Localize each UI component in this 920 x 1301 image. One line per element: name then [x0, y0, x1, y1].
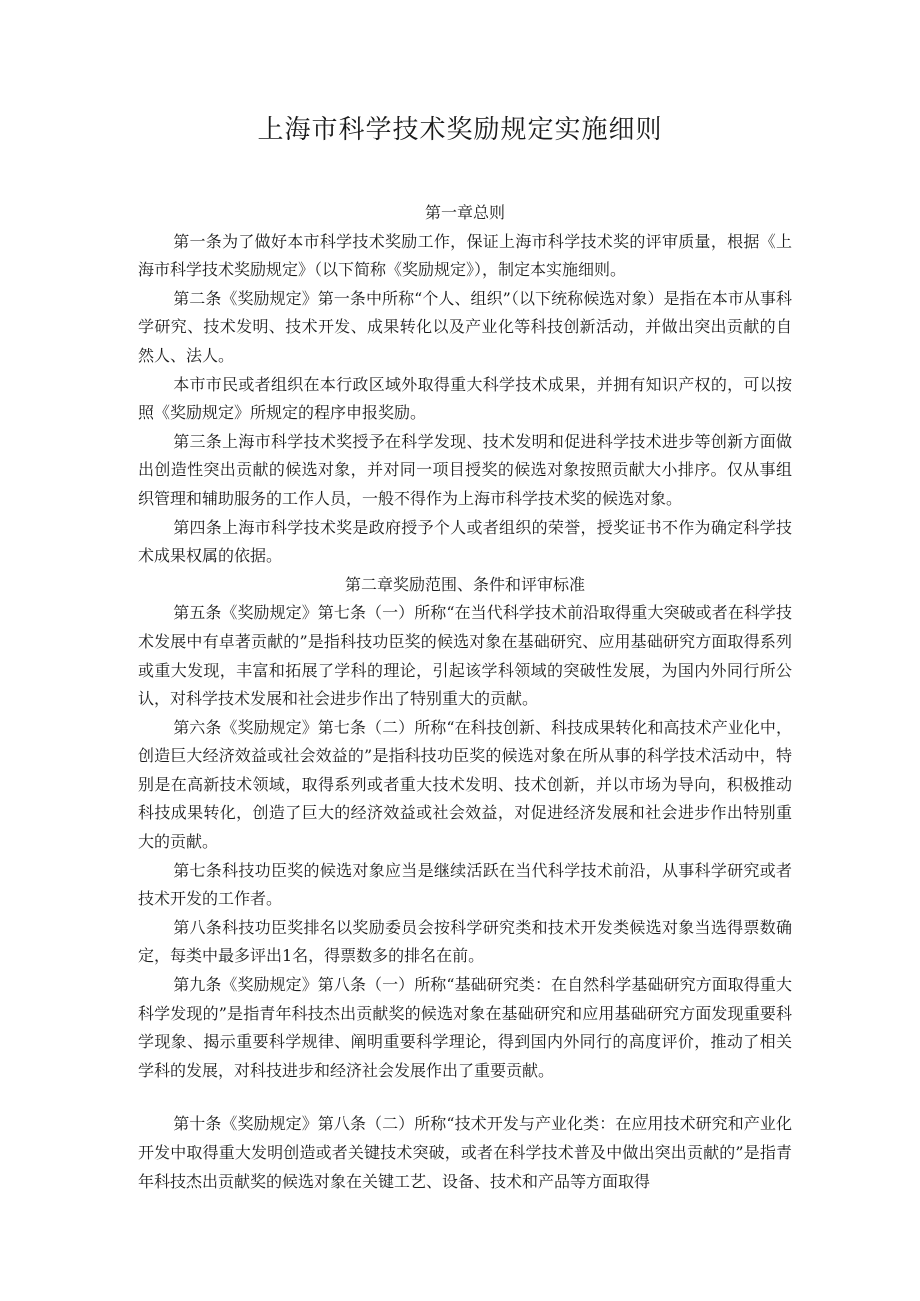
- article-8-paragraph: 第八条科技功臣奖排名以奖励委员会按科学研究类和技术开发类候选对象当选得票数确定，每类中最多评出1名，得票数多的排名在前。: [138, 917, 792, 966]
- article-10-paragraph: 第十条《奖励规定》第八条（二）所称“技术开发与产业化类：在应用技术研究和产业化开发中取得重大发明创造或者关键技术突破，或者在科学技术普及中做出突出贡献的”是指青年科技杰出贡献奖的候选对象在关键工艺、设备、技术和产品等方面取得: [138, 1114, 792, 1191]
- document-title: 上海市科学技术奖励规定实施细则: [257, 115, 663, 145]
- article-6-paragraph: 第六条《奖励规定》第七条（二）所称“在科技创新、科技成果转化和高技术产业化中，创造巨大经济效益或社会效益的”是指科技功臣奖的候选对象在所从事的科学技术活动中，特别是在高新技术领域，取得系列或者重大技术发明、技术创新，并以市场为导向，积极推动科技成果转化，创造了巨大的经济效益或社会效益，对促进经济发展和社会进步作出特别重大的贡献。: [138, 717, 792, 852]
- article-7-paragraph: 第七条科技功臣奖的候选对象应当是继续活跃在当代科学技术前沿，从事科学研究或者技术开发的工作者。: [138, 860, 792, 909]
- article-5-paragraph: 第五条《奖励规定》第七条（一）所称“在当代科学技术前沿取得重大突破或者在科学技术发展中有卓著贡献的”是指科技功臣奖的候选对象在基础研究、应用基础研究方面取得系列或重大发现，丰富和拓展了学科的理论，引起该学科领域的突破性发展，为国内外同行所公认，对科学技术发展和社会进步作出了特别重大的贡献。: [138, 603, 792, 709]
- article-3-paragraph: 第三条上海市科学技术奖授予在科学发现、技术发明和促进科学技术进步等创新方面做出创造性突出贡献的候选对象，并对同一项目授奖的候选对象按照贡献大小排序。仅从事组织管理和辅助服务的工作人员，一般不得作为上海市科学技术奖的候选对象。: [138, 431, 792, 508]
- article-9-paragraph: 第九条《奖励规定》第八条（一）所称“基础研究类：在自然科学基础研究方面取得重大科学发现的”是指青年科技杰出贡献奖的候选对象在基础研究和应用基础研究方面发现重要科学现象、揭示重要科学规律、阐明重要科学理论，得到国内外同行的高度评价，推动了相关学科的发展，对科技进步和经济社会发展作出了重要贡献。: [138, 975, 792, 1080]
- article-1-paragraph: 第一条为了做好本市科学技术奖励工作，保证上海市科学技术奖的评审质量，根据《上海市科学技术奖励规定》（以下简称《奖励规定》），制定本实施细则。: [138, 231, 792, 280]
- article-2-supplement-paragraph: 本市市民或者组织在本行政区域外取得重大科学技术成果，并拥有知识产权的，可以按照《奖励规定》所规定的程序申报奖励。: [138, 374, 792, 423]
- document-body: [138, 199, 792, 1196]
- article-4-paragraph: 第四条上海市科学技术奖是政府授予个人或者组织的荣誉，授奖证书不作为确定科学技术成果权属的依据。: [138, 517, 792, 566]
- article-2-paragraph: 第二条《奖励规定》第一条中所称“个人、组织”（以下统称候选对象）是指在本市从事科学研究、技术发明、技术开发、成果转化以及产业化等科技创新活动，并做出突出贡献的自然人、法人。: [138, 288, 792, 365]
- chapter-heading: 第二章奖励范围、条件和评审标准: [344, 574, 585, 594]
- chapter-heading: 第一章总则: [424, 203, 505, 222]
